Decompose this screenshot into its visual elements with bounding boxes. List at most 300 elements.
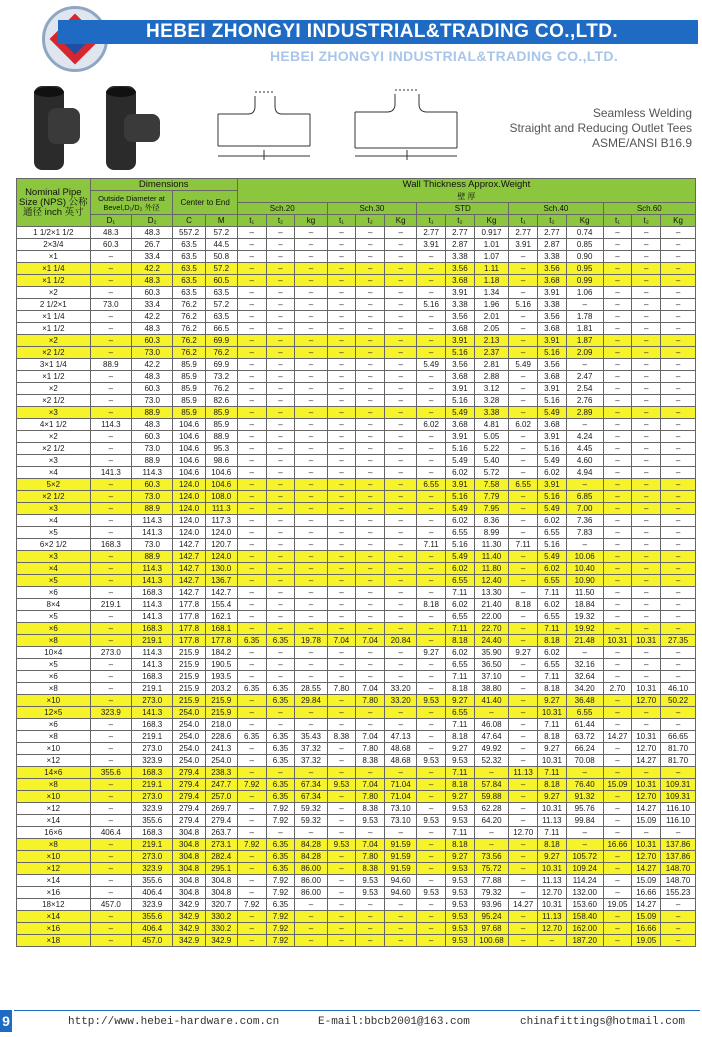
table-cell: – — [237, 887, 266, 899]
table-cell: 19.78 — [295, 635, 327, 647]
table-cell: – — [632, 515, 661, 527]
table-cell: – — [237, 371, 266, 383]
table-cell: 273.0 — [90, 647, 131, 659]
table-cell: – — [90, 455, 131, 467]
table-cell: 88.9 — [132, 503, 173, 515]
table-cell: – — [603, 407, 632, 419]
table-cell: 16×6 — [17, 827, 91, 839]
table-cell: 104.6 — [173, 467, 205, 479]
table-cell: – — [417, 875, 446, 887]
table-cell: – — [385, 899, 417, 911]
table-cell: – — [509, 467, 538, 479]
table-cell: 77.88 — [474, 875, 509, 887]
table-cell: – — [327, 371, 356, 383]
table-cell: – — [603, 803, 632, 815]
table-cell: – — [327, 287, 356, 299]
table-cell: 7.92 — [237, 839, 266, 851]
table-cell: – — [356, 719, 385, 731]
table-cell: – — [632, 227, 661, 239]
table-cell: – — [566, 767, 603, 779]
table-cell: – — [327, 227, 356, 239]
table-cell: – — [661, 311, 696, 323]
table-cell: 1.01 — [474, 239, 509, 251]
table-cell: 3.56 — [538, 263, 567, 275]
table-cell: – — [417, 851, 446, 863]
table-cell: – — [237, 803, 266, 815]
table-cell: ×2 1/2 — [17, 395, 91, 407]
table-row — [17, 815, 696, 827]
table-cell: – — [417, 803, 446, 815]
table-cell: 9.53 — [446, 875, 475, 887]
table-cell: 2.77 — [509, 227, 538, 239]
table-cell: 3.91 — [538, 479, 567, 491]
table-cell: 6.55 — [446, 611, 475, 623]
table-cell: 3.68 — [446, 419, 475, 431]
table-cell: – — [266, 707, 295, 719]
table-cell: 20.84 — [385, 635, 417, 647]
table-cell: 8.18 — [446, 683, 475, 695]
table-cell: – — [356, 287, 385, 299]
table-cell: 557.2 — [173, 227, 205, 239]
table-cell: 12.70 — [538, 923, 567, 935]
table-cell: 91.32 — [566, 791, 603, 803]
table-cell: – — [661, 551, 696, 563]
header-sch40: Sch.40 — [509, 203, 603, 215]
table-cell: – — [661, 935, 696, 947]
table-row — [17, 359, 696, 371]
table-cell: – — [417, 527, 446, 539]
table-row — [17, 731, 696, 743]
table-cell: – — [603, 911, 632, 923]
table-cell: – — [385, 227, 417, 239]
table-cell: – — [237, 359, 266, 371]
table-cell: 4.94 — [566, 467, 603, 479]
table-cell: – — [295, 479, 327, 491]
table-cell: 330.2 — [205, 923, 237, 935]
table-cell: – — [417, 503, 446, 515]
table-cell: – — [632, 335, 661, 347]
table-cell: – — [603, 743, 632, 755]
table-cell: 46.08 — [474, 719, 509, 731]
table-cell: – — [566, 419, 603, 431]
table-cell: 69.9 — [205, 335, 237, 347]
table-cell: 1 1/2×1 1/2 — [17, 227, 91, 239]
table-cell: 263.7 — [205, 827, 237, 839]
table-cell: 12.70 — [538, 887, 567, 899]
table-cell: 9.53 — [446, 935, 475, 947]
table-cell: – — [266, 587, 295, 599]
table-row — [17, 875, 696, 887]
table-cell: – — [509, 611, 538, 623]
table-cell: – — [385, 467, 417, 479]
table-cell: – — [385, 587, 417, 599]
table-cell: 63.5 — [173, 275, 205, 287]
table-cell: – — [90, 395, 131, 407]
table-cell: 86.00 — [295, 887, 327, 899]
table-cell: 42.2 — [132, 311, 173, 323]
table-cell: 273.1 — [205, 839, 237, 851]
table-cell: 6.55 — [446, 527, 475, 539]
table-row — [17, 647, 696, 659]
table-cell: – — [266, 491, 295, 503]
header-std: STD — [417, 203, 509, 215]
table-cell: 48.3 — [132, 275, 173, 287]
table-cell: – — [417, 431, 446, 443]
table-cell: 7.92 — [266, 935, 295, 947]
table-cell: – — [327, 659, 356, 671]
table-cell: 7.11 — [446, 827, 475, 839]
table-cell: – — [603, 767, 632, 779]
table-cell: 9.53 — [446, 923, 475, 935]
table-cell: – — [385, 383, 417, 395]
table-cell: 2 1/2×1 — [17, 299, 91, 311]
table-cell: – — [509, 287, 538, 299]
table-cell: 94.60 — [385, 875, 417, 887]
sub-kg: Kg — [385, 215, 417, 227]
table-cell: 88.9 — [132, 551, 173, 563]
table-cell: – — [509, 935, 538, 947]
table-cell: 8.18 — [538, 839, 567, 851]
table-cell: 6.55 — [538, 659, 567, 671]
table-cell: – — [566, 299, 603, 311]
table-cell: – — [356, 935, 385, 947]
table-cell: – — [356, 383, 385, 395]
table-cell: – — [603, 923, 632, 935]
table-cell: 85.9 — [173, 407, 205, 419]
table-cell: – — [509, 731, 538, 743]
table-cell: ×3 — [17, 503, 91, 515]
table-cell: 228.6 — [205, 731, 237, 743]
table-cell: – — [295, 251, 327, 263]
table-cell: – — [266, 827, 295, 839]
table-cell: – — [566, 647, 603, 659]
table-cell: 3.38 — [474, 407, 509, 419]
table-cell: 60.3 — [132, 383, 173, 395]
table-cell: – — [327, 359, 356, 371]
table-cell: – — [266, 623, 295, 635]
table-cell: – — [356, 263, 385, 275]
table-cell: 2.54 — [566, 383, 603, 395]
table-cell: – — [661, 299, 696, 311]
table-cell: ×1 1/2 — [17, 323, 91, 335]
table-cell: 7.11 — [417, 539, 446, 551]
table-cell: 2.70 — [603, 683, 632, 695]
table-cell: – — [295, 335, 327, 347]
table-cell: – — [385, 611, 417, 623]
table-cell: – — [661, 911, 696, 923]
table-cell: – — [603, 371, 632, 383]
page-footer — [0, 1010, 702, 1037]
table-cell: 142.7 — [173, 587, 205, 599]
sub-t1: t₁ — [417, 215, 446, 227]
table-cell: 5.16 — [509, 299, 538, 311]
table-cell: – — [327, 239, 356, 251]
table-cell: – — [603, 527, 632, 539]
table-cell: 3.91 — [446, 287, 475, 299]
table-cell: – — [509, 587, 538, 599]
table-cell: – — [603, 647, 632, 659]
table-cell: – — [237, 743, 266, 755]
table-cell: 73.0 — [132, 539, 173, 551]
table-cell: – — [509, 911, 538, 923]
table-cell: 33.4 — [132, 299, 173, 311]
table-cell: 15.09 — [632, 911, 661, 923]
table-cell: – — [632, 767, 661, 779]
table-cell: 66.24 — [566, 743, 603, 755]
table-cell: 5.49 — [417, 359, 446, 371]
table-cell: – — [661, 419, 696, 431]
table-cell: – — [538, 935, 567, 947]
table-cell: – — [295, 647, 327, 659]
table-cell: 136.7 — [205, 575, 237, 587]
table-cell: – — [295, 503, 327, 515]
table-cell: – — [385, 659, 417, 671]
table-cell: – — [356, 503, 385, 515]
table-cell: 93.96 — [474, 899, 509, 911]
table-cell: 254.0 — [173, 731, 205, 743]
table-cell: 8×4 — [17, 599, 91, 611]
table-cell: – — [417, 827, 446, 839]
table-cell: ×10 — [17, 851, 91, 863]
table-cell: – — [632, 479, 661, 491]
table-cell: – — [266, 431, 295, 443]
table-cell: 219.1 — [90, 599, 131, 611]
table-cell: – — [295, 455, 327, 467]
table-cell: 142.7 — [173, 539, 205, 551]
table-cell: – — [661, 599, 696, 611]
table-cell: 7.11 — [538, 623, 567, 635]
table-cell: – — [327, 539, 356, 551]
table-cell: 2.81 — [474, 359, 509, 371]
table-cell: 355.6 — [132, 815, 173, 827]
table-row — [17, 335, 696, 347]
table-cell: – — [356, 455, 385, 467]
table-cell: – — [661, 575, 696, 587]
table-cell: 6.35 — [266, 683, 295, 695]
table-cell: – — [509, 839, 538, 851]
table-cell: ×2 — [17, 431, 91, 443]
table-cell: 8.18 — [538, 683, 567, 695]
table-cell: 21.40 — [474, 599, 509, 611]
table-cell: – — [266, 263, 295, 275]
table-cell: ×5 — [17, 611, 91, 623]
table-cell: – — [385, 623, 417, 635]
table-cell: 7.00 — [566, 503, 603, 515]
table-cell: – — [509, 695, 538, 707]
table-cell: 104.6 — [173, 455, 205, 467]
table-cell: 114.3 — [90, 419, 131, 431]
table-cell: 10.31 — [632, 683, 661, 695]
table-cell: 177.8 — [173, 635, 205, 647]
table-cell: 6.35 — [266, 755, 295, 767]
table-cell: – — [90, 923, 131, 935]
table-cell: 15.09 — [603, 779, 632, 791]
table-cell: 9.53 — [417, 815, 446, 827]
table-cell: 168.3 — [132, 719, 173, 731]
table-cell: 76.2 — [205, 383, 237, 395]
table-row — [17, 707, 696, 719]
table-cell: 323.9 — [132, 863, 173, 875]
table-cell: – — [417, 491, 446, 503]
table-cell: ×5 — [17, 659, 91, 671]
table-cell: 193.5 — [205, 671, 237, 683]
table-cell: – — [327, 719, 356, 731]
table-cell: 3.68 — [446, 371, 475, 383]
table-cell: – — [295, 467, 327, 479]
table-cell: – — [237, 539, 266, 551]
table-cell: 7.04 — [327, 635, 356, 647]
table-cell: 168.3 — [132, 587, 173, 599]
table-cell: 9.27 — [509, 647, 538, 659]
table-cell: – — [237, 347, 266, 359]
table-cell: – — [603, 815, 632, 827]
table-row — [17, 467, 696, 479]
table-cell: – — [327, 407, 356, 419]
table-cell: – — [90, 575, 131, 587]
table-cell: 91.59 — [385, 851, 417, 863]
table-cell: 18.84 — [566, 599, 603, 611]
table-cell: 7.92 — [237, 779, 266, 791]
table-cell: 76.2 — [173, 323, 205, 335]
table-cell: – — [566, 827, 603, 839]
table-cell: 342.9 — [173, 935, 205, 947]
sub-t2: t₂ — [538, 215, 567, 227]
table-cell: – — [632, 491, 661, 503]
table-cell: 3.56 — [446, 311, 475, 323]
table-cell: 2.37 — [474, 347, 509, 359]
table-cell: 5.49 — [538, 551, 567, 563]
table-cell: 3.68 — [446, 323, 475, 335]
table-cell: 124.0 — [173, 527, 205, 539]
table-cell: – — [327, 311, 356, 323]
table-cell: – — [266, 455, 295, 467]
sub-kg: Kg — [474, 215, 509, 227]
table-cell: – — [632, 671, 661, 683]
table-cell: – — [90, 719, 131, 731]
table-cell: – — [509, 623, 538, 635]
table-cell: 2×3/4 — [17, 239, 91, 251]
table-cell: 124.0 — [173, 515, 205, 527]
table-cell: 141.3 — [132, 707, 173, 719]
table-cell: 12×5 — [17, 707, 91, 719]
table-cell: 254.0 — [173, 755, 205, 767]
table-cell: 70.08 — [566, 755, 603, 767]
table-cell: 7.83 — [566, 527, 603, 539]
table-cell: 60.3 — [132, 287, 173, 299]
table-cell: 94.60 — [385, 887, 417, 899]
table-cell: – — [661, 479, 696, 491]
table-cell: ×4 — [17, 515, 91, 527]
email-link[interactable]: E-mail:bbcb2001@163.com — [318, 1016, 470, 1028]
table-cell: – — [632, 647, 661, 659]
table-cell: 5.16 — [446, 491, 475, 503]
table-cell: – — [603, 707, 632, 719]
table-row — [17, 479, 696, 491]
table-cell: – — [356, 575, 385, 587]
table-cell: – — [237, 695, 266, 707]
table-cell: – — [90, 287, 131, 299]
table-cell: 9.27 — [446, 743, 475, 755]
table-cell: 8.18 — [446, 779, 475, 791]
table-cell: – — [356, 335, 385, 347]
table-cell: – — [632, 359, 661, 371]
table-cell: – — [356, 359, 385, 371]
table-row — [17, 299, 696, 311]
table-cell: ×1 1/4 — [17, 311, 91, 323]
table-cell: – — [90, 371, 131, 383]
table-row — [17, 407, 696, 419]
table-row — [17, 347, 696, 359]
table-cell: 342.9 — [173, 899, 205, 911]
header-sch20: Sch.20 — [237, 203, 327, 215]
table-cell: – — [356, 539, 385, 551]
table-cell: 10.31 — [632, 839, 661, 851]
table-cell: – — [385, 551, 417, 563]
table-cell: – — [474, 707, 509, 719]
table-cell: – — [385, 299, 417, 311]
website-link[interactable]: http://www.hebei-hardware.com.cn — [68, 1016, 280, 1028]
table-cell: – — [385, 575, 417, 587]
table-cell: 114.3 — [132, 647, 173, 659]
table-cell: – — [632, 659, 661, 671]
table-cell: 104.6 — [173, 419, 205, 431]
table-cell: – — [356, 527, 385, 539]
table-row — [17, 635, 696, 647]
table-cell: 295.1 — [205, 863, 237, 875]
table-cell: – — [509, 815, 538, 827]
table-cell: – — [237, 479, 266, 491]
table-cell: – — [356, 227, 385, 239]
table-cell: – — [632, 575, 661, 587]
table-cell: – — [266, 539, 295, 551]
table-cell: 6.55 — [538, 575, 567, 587]
table-row — [17, 227, 696, 239]
table-cell: 158.40 — [566, 911, 603, 923]
table-cell: 187.20 — [566, 935, 603, 947]
table-cell: – — [603, 335, 632, 347]
table-cell: – — [266, 647, 295, 659]
table-cell: 218.0 — [205, 719, 237, 731]
table-cell: – — [385, 407, 417, 419]
table-cell: – — [417, 767, 446, 779]
email-link-2[interactable]: chinafittings@hotmail.com — [520, 1016, 686, 1028]
table-cell: 2.77 — [446, 227, 475, 239]
table-cell: 86.00 — [295, 875, 327, 887]
table-cell: 177.8 — [173, 623, 205, 635]
table-cell: 73.10 — [385, 803, 417, 815]
table-cell: 62.28 — [474, 803, 509, 815]
table-cell: 59.32 — [295, 803, 327, 815]
table-cell: – — [327, 467, 356, 479]
table-cell: 85.9 — [173, 371, 205, 383]
table-cell: – — [385, 911, 417, 923]
table-cell: – — [266, 359, 295, 371]
sub-t1: t₁ — [509, 215, 538, 227]
table-row — [17, 899, 696, 911]
table-cell: – — [417, 467, 446, 479]
table-cell: – — [90, 671, 131, 683]
table-cell: 3.68 — [538, 323, 567, 335]
table-cell: 0.99 — [566, 275, 603, 287]
table-cell: – — [295, 239, 327, 251]
table-cell: 4×1 1/2 — [17, 419, 91, 431]
table-cell: – — [632, 563, 661, 575]
table-row — [17, 395, 696, 407]
table-cell: 323.9 — [132, 755, 173, 767]
table-cell: 141.3 — [132, 575, 173, 587]
table-cell: – — [385, 335, 417, 347]
table-cell: – — [417, 275, 446, 287]
